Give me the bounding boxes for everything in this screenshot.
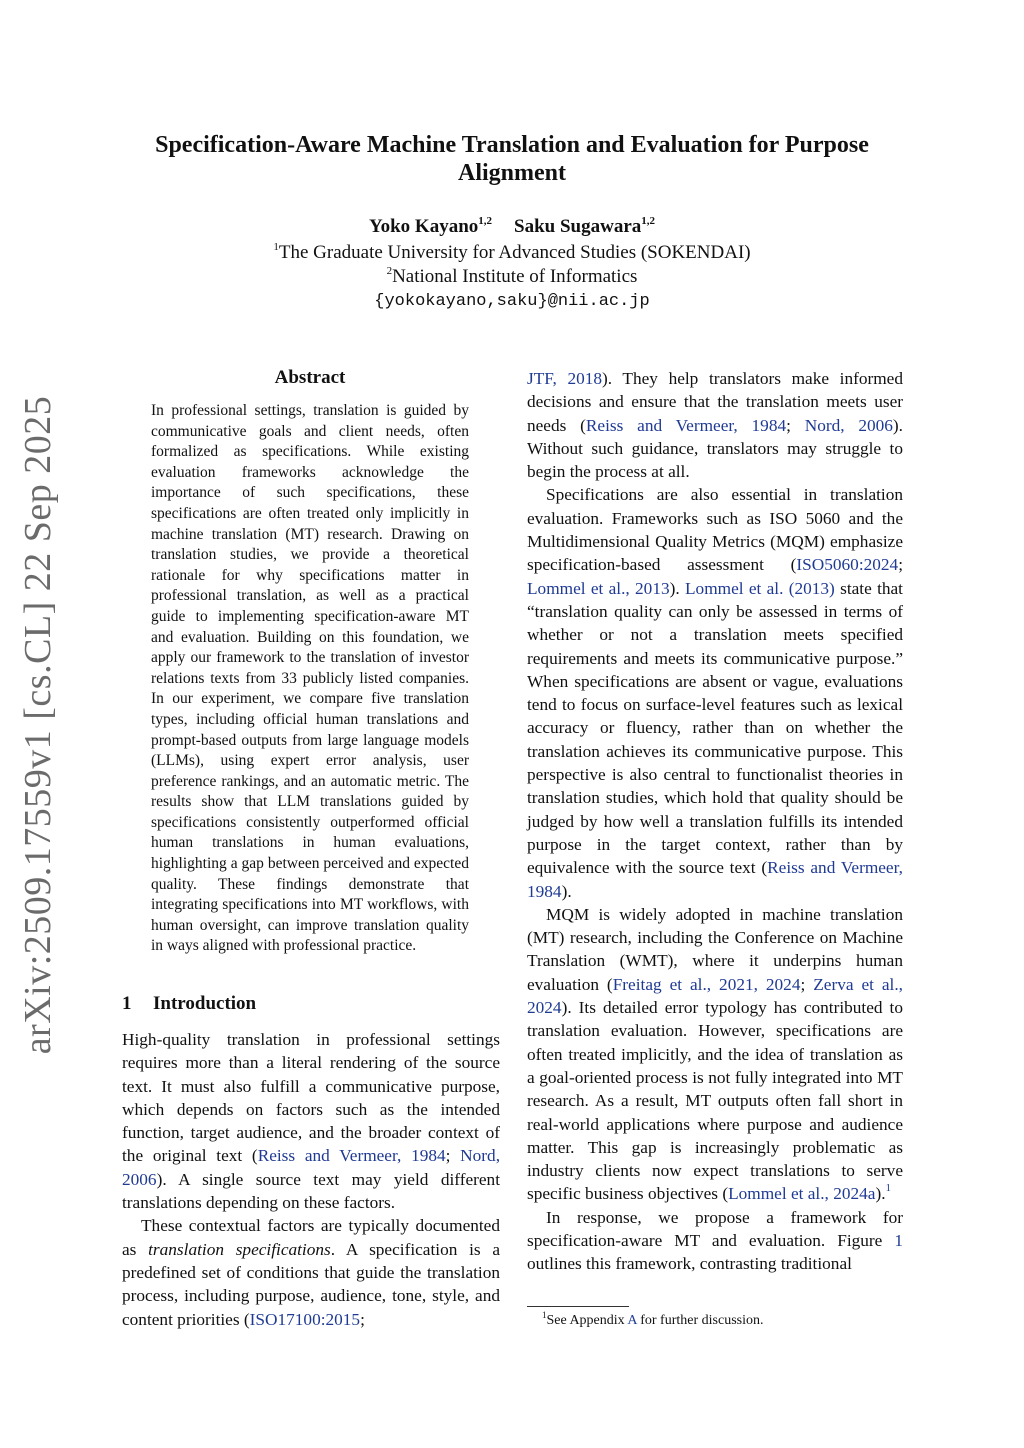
footnote-divider [527, 1306, 629, 1307]
footnote: $^1$See Appendix A for further discussion. [542, 1310, 764, 1328]
left-column [122, 1028, 500, 1331]
author-name: Yoko Kayano [368, 216, 479, 237]
affiliation-mark: 1 [273, 241, 279, 253]
emphasis-term: translation specifications [148, 1239, 331, 1259]
citation-link[interactable]: Zerva et al., 2024 [527, 974, 903, 1018]
author-name: Saku Sugawara [514, 216, 642, 237]
paragraph: These contextual factors are typically documented as translation specifications. A specification is a predefined set of conditions that guide the translation process, including purpose, audience, tone, style, and content priorities (ISO17100:2015; [122, 1216, 500, 1329]
author-affil-mark: 1,2 [641, 215, 656, 227]
citation-link[interactable]: Reiss and Vermeer, 1984 [527, 858, 903, 901]
affiliation-2 [120, 265, 904, 289]
citation-link[interactable]: JTF, 2018 [527, 369, 603, 388]
paragraph: MQM is widely adopted in machine translation (MT) research, including the Conference on Machine Translation (WMT), where it underpins human evaluation (Freitag et al., 2021, 2024; Zerva et al., 2024). Its detailed error typology has contributed to translation evaluation. However, specifications are often treated implicitly, and the idea of translation as a goal-oriented process is not fully integrated into MT research. As a result, MT outputs often fall short in real-world applications where purpose and audience matter. This gap is increasingly problematic as industry clients now expect translations to serve specific business objectives (Lommel et al., 2024a).$^1$ [527, 904, 903, 1204]
affiliation-mark: 2 [386, 265, 393, 277]
citation-link[interactable]: ISO5060:2024 [796, 555, 899, 575]
footnote-mark-link[interactable]: 1 [885, 1182, 892, 1195]
section-number: 1 [122, 993, 132, 1014]
citation-link[interactable]: ISO17100:2015 [249, 1309, 361, 1329]
abstract-body: In professional settings, translation is guided by communicative goals and client needs, often formalized as specifications. While existing evaluation frameworks acknowledge the importance of such specifications, these specifications are often treated only implicitly in machine translation (MT) research. Drawing on translation studies, we provide a theoretical rationale for why specifications matter in professional translation, as well as a practical guide to implementing specification-aware MT and evaluation. Building on this foundation, we apply our framework to the translation of investor relations texts from 33 publicly listed companies. In our experiment, we compare five translation types, including official human translations and prompt-based outputs from large language models (LLMs), using expert error analysis, user preference rankings, and an automatic metric. The results show that LLM translations guided by specifications consistently outperformed official human translations in human evaluations, highlighting a gap between perceived and expected quality. These findings demonstrate that integrating specifications into MT workflows, with human oversight, can improve translation quality in ways aligned with professional practice. [151, 402, 469, 955]
affiliation-1 [120, 241, 904, 265]
footnote-mark: 1 [542, 1310, 547, 1320]
citation-link[interactable]: Lommel et al., 2013 [527, 578, 670, 598]
abstract-heading: Abstract [274, 367, 346, 388]
affiliation-text: The Graduate University for Advanced Studies (SOKENDAI) [278, 242, 751, 263]
citation-link[interactable]: Lommel et al., 2024a [728, 1184, 876, 1204]
citation-link[interactable]: Freitag et al., 2021, 2024 [612, 974, 801, 994]
affiliation-text: National Institute of Informatics [392, 266, 638, 287]
citation-link[interactable]: Reiss and Vermeer, 1984 [585, 415, 787, 435]
paper-title: Specification-Aware Machine Translation and Evaluation for Purpose Alignment [155, 132, 869, 186]
citation-link[interactable]: Nord, 2006 [122, 1146, 501, 1189]
citation-link[interactable]: Lommel et al. (2013) [685, 578, 835, 598]
citation-link[interactable]: Reiss and Vermeer, 1984 [257, 1146, 446, 1166]
citation-link[interactable]: Nord, 2006 [804, 415, 893, 435]
author-email: {yokokayano,saku}@nii.ac.jp [374, 292, 650, 311]
arxiv-identifier: arXiv:2509.17559v1 [cs.CL] 22 Sep 2025 [17, 395, 59, 1055]
paragraph: High-quality translation in professional settings requires more than a literal rendering of the source text. It must also fulfill a communicative purpose, which depends on factors such as the intended function, target audience, and the broader context of the original text (Reiss and Vermeer, 1984; Nord, 2006). A single source text may yield different translations depending on these factors. [122, 1030, 501, 1213]
section-title: Introduction [153, 993, 257, 1014]
right-column [527, 367, 903, 1276]
appendix-ref-link[interactable]: A [627, 1313, 637, 1328]
author-affil-mark: 1,2 [478, 215, 493, 227]
paragraph: In response, we propose a framework for specification-aware MT and evaluation. Figure 1 outlines this framework, contrasting traditional [527, 1207, 903, 1274]
section-heading [122, 992, 500, 1016]
author-list [120, 215, 904, 239]
figure-ref-link[interactable]: 1 [894, 1230, 903, 1250]
paragraph-continued: JTF, 2018). They help translators make informed decisions and ensure that the translation meets user needs (Reiss and Vermeer, 1984; Nord, 2006). Without such guidance, translators may struggle to begin the process at all. [527, 369, 903, 482]
paragraph: Specifications are also essential in translation evaluation. Frameworks such as ISO 5060 and the Multidimensional Quality Metrics (MQM) emphasize specification-based assessment (ISO5060:2024; Lommel et al., 2013). Lommel et al. (2013) state that “translation quality can only be assessed in terms of whether or not a translation meets specified requirements and meets its communicative purpose.” When specifications are absent or vague, evaluations tend to focus on surface-level features such as lexical accuracy or fluency, rather than on whether the translation achieves its communicative purpose. This perspective is also central to functionalist theories in translation studies, which hold that quality should be judged by how well a translation fulfills its intended purpose in the target context, rather than by equivalence with the source text (Reiss and Vermeer, 1984). [527, 485, 903, 901]
